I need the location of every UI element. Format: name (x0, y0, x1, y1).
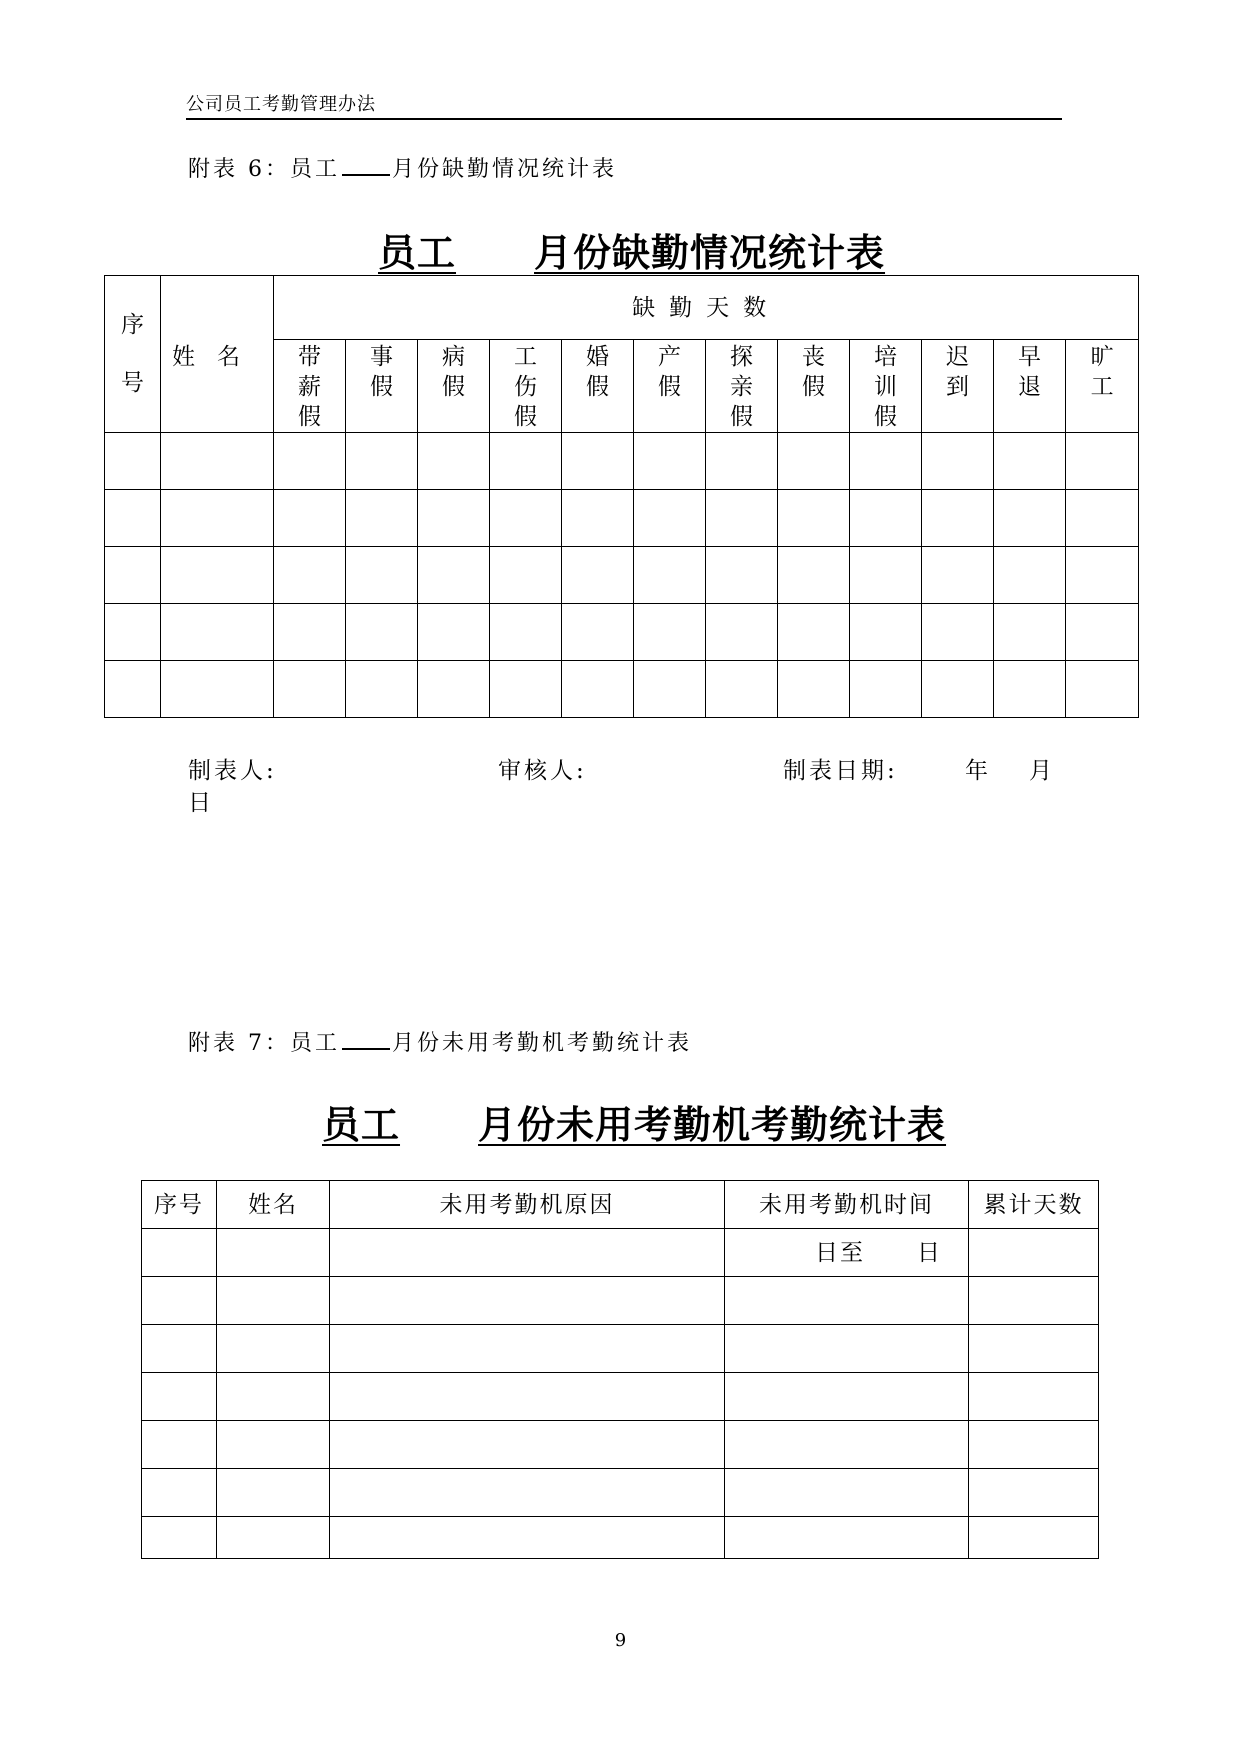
table-cell[interactable] (634, 604, 706, 661)
date-label: 制表日期: (783, 758, 898, 784)
table-cell[interactable] (142, 1469, 217, 1517)
table-cell[interactable] (346, 604, 418, 661)
reviewer-label: 审核人: (498, 758, 587, 784)
table-cell[interactable] (969, 1517, 1099, 1559)
header-char: 假 (874, 404, 897, 430)
table-row (105, 433, 1139, 490)
table-cell[interactable] (142, 1517, 217, 1559)
table-cell[interactable] (330, 1373, 725, 1421)
header-char: 工 (1090, 374, 1114, 400)
absence-type-header (994, 340, 1066, 433)
header-char: 带 (298, 344, 321, 370)
table6-caption (188, 152, 617, 183)
table-cell[interactable] (418, 604, 490, 661)
table-cell[interactable] (778, 547, 850, 604)
table-cell[interactable] (274, 490, 346, 547)
table-cell[interactable] (969, 1469, 1099, 1517)
table-cell[interactable] (922, 490, 994, 547)
table-cell[interactable] (490, 604, 562, 661)
header-time: 未用考勤机时间 (725, 1181, 969, 1229)
table6-title-part2: 月份缺勤情况统计表 (534, 230, 886, 275)
table-cell[interactable] (725, 1469, 969, 1517)
table-cell[interactable] (274, 547, 346, 604)
header-char: 产 (658, 344, 681, 370)
table-cell[interactable] (562, 547, 634, 604)
table-cell[interactable] (490, 661, 562, 718)
absence-type-header (922, 340, 994, 433)
header-char: 假 (802, 374, 825, 400)
absence-type-header (418, 340, 490, 433)
time-range-cell[interactable] (725, 1229, 969, 1277)
table-cell[interactable] (706, 547, 778, 604)
table-row (105, 547, 1139, 604)
table-cell[interactable] (706, 490, 778, 547)
table-cell[interactable] (994, 604, 1066, 661)
header-char: 病 (442, 344, 465, 370)
header-seq: 序号 (142, 1181, 217, 1229)
table-cell[interactable] (142, 1277, 217, 1325)
table-cell[interactable] (922, 433, 994, 490)
absence-type-header (274, 340, 346, 433)
table-cell[interactable] (1066, 604, 1139, 661)
table-cell[interactable] (161, 661, 274, 718)
table-cell[interactable] (922, 604, 994, 661)
table-cell[interactable] (161, 490, 274, 547)
table-cell[interactable] (105, 661, 161, 718)
table-cell[interactable] (922, 661, 994, 718)
table-cell[interactable] (346, 490, 418, 547)
table-cell[interactable] (418, 490, 490, 547)
table-cell[interactable] (850, 547, 922, 604)
non-clock-attendance-table (141, 1180, 1099, 1559)
table-cell[interactable] (969, 1277, 1099, 1325)
header-char: 旷 (1090, 344, 1114, 370)
table-cell[interactable] (418, 661, 490, 718)
header-reason: 未用考勤机原因 (330, 1181, 725, 1229)
table-cell[interactable] (217, 1517, 330, 1559)
table-cell[interactable] (634, 661, 706, 718)
table-cell[interactable] (1066, 490, 1139, 547)
header-char: 工 (514, 344, 537, 370)
table-cell[interactable] (994, 547, 1066, 604)
table-cell[interactable] (562, 433, 634, 490)
header-char: 亲 (730, 374, 753, 400)
table-cell[interactable] (778, 490, 850, 547)
table-cell[interactable] (634, 433, 706, 490)
absence-type-header (850, 340, 922, 433)
table-cell[interactable] (142, 1421, 217, 1469)
absence-type-header (562, 340, 634, 433)
header-char: 探 (730, 344, 753, 370)
table-cell[interactable] (161, 433, 274, 490)
table-cell[interactable] (850, 433, 922, 490)
table-cell[interactable] (418, 547, 490, 604)
table-cell[interactable] (217, 1325, 330, 1373)
header-char: 培 (874, 344, 897, 370)
header-char: 丧 (802, 344, 825, 370)
seq-char: 号 (121, 370, 144, 396)
table7-caption-suffix: 月份未用考勤机考勤统计表 (392, 1031, 693, 1056)
table7-title (322, 1094, 946, 1149)
table-cell[interactable] (850, 661, 922, 718)
absence-type-header (634, 340, 706, 433)
table-cell[interactable] (330, 1469, 725, 1517)
table7-caption (188, 1026, 692, 1057)
table-cell[interactable] (105, 490, 161, 547)
table-cell[interactable] (274, 604, 346, 661)
header-char: 假 (370, 374, 393, 400)
table-cell[interactable] (330, 1421, 725, 1469)
table-cell[interactable] (142, 1373, 217, 1421)
table-cell[interactable] (778, 604, 850, 661)
table-row (105, 604, 1139, 661)
year-label: 年 (965, 758, 991, 784)
month-label: 月 (1029, 758, 1055, 784)
header-char: 训 (874, 374, 897, 400)
table-cell[interactable] (142, 1325, 217, 1373)
table-cell[interactable] (562, 604, 634, 661)
table-cell[interactable] (994, 433, 1066, 490)
table-cell[interactable] (217, 1277, 330, 1325)
header-char: 早 (1018, 344, 1041, 370)
table-cell[interactable] (346, 433, 418, 490)
page-number: 9 (614, 1630, 627, 1651)
table-cell[interactable] (994, 661, 1066, 718)
header-char: 假 (442, 374, 465, 400)
absence-type-header (706, 340, 778, 433)
range-to: 日 (917, 1239, 942, 1266)
table-cell[interactable] (346, 661, 418, 718)
table-cell[interactable] (562, 661, 634, 718)
table-cell[interactable] (217, 1373, 330, 1421)
caption-blank (342, 154, 390, 176)
table-cell[interactable] (725, 1277, 969, 1325)
seq-char: 序 (121, 312, 144, 338)
table-cell[interactable] (217, 1421, 330, 1469)
absence-type-header (346, 340, 418, 433)
header-char: 退 (1018, 374, 1041, 400)
table-cell[interactable] (634, 490, 706, 547)
header-name: 姓名 (217, 1181, 330, 1229)
table-cell[interactable] (217, 1469, 330, 1517)
table-cell[interactable] (969, 1325, 1099, 1373)
table-cell[interactable] (1066, 661, 1139, 718)
table7-title-part2: 月份未用考勤机考勤统计表 (478, 1102, 947, 1147)
table-cell[interactable] (105, 433, 161, 490)
table-cell[interactable] (969, 1373, 1099, 1421)
header-char: 假 (658, 374, 681, 400)
caption-blank (342, 1028, 390, 1050)
header-char: 假 (298, 404, 321, 430)
table-row (105, 661, 1139, 718)
table-cell[interactable] (490, 433, 562, 490)
table-cell[interactable] (142, 1229, 217, 1277)
absence-type-header (778, 340, 850, 433)
table-cell[interactable] (850, 604, 922, 661)
table6-title-part1: 员工 (378, 230, 457, 275)
table-cell[interactable] (1066, 547, 1139, 604)
header-char: 假 (586, 374, 609, 400)
table-cell[interactable] (725, 1373, 969, 1421)
table7-title-part1: 员工 (322, 1102, 401, 1147)
absence-type-header (1066, 340, 1139, 433)
page-header (186, 88, 1062, 120)
table-cell[interactable] (330, 1277, 725, 1325)
absence-type-header (490, 340, 562, 433)
header-char: 到 (946, 374, 969, 400)
table-cell[interactable] (161, 604, 274, 661)
table-cell[interactable] (725, 1517, 969, 1559)
table-cell[interactable] (969, 1421, 1099, 1469)
table-cell[interactable] (922, 547, 994, 604)
table-cell[interactable] (1066, 433, 1139, 490)
table-cell[interactable] (634, 547, 706, 604)
table-cell[interactable] (330, 1229, 725, 1277)
table-cell[interactable] (778, 661, 850, 718)
table-cell[interactable] (706, 661, 778, 718)
absence-table (104, 275, 1139, 718)
name-header: 姓名 (161, 276, 274, 433)
table6-title (378, 222, 885, 277)
table-row (105, 490, 1139, 547)
absence-days-header: 缺勤天数 (274, 276, 1139, 340)
table-cell[interactable] (105, 604, 161, 661)
table-cell[interactable] (217, 1229, 330, 1277)
table-cell[interactable] (706, 433, 778, 490)
header-title: 公司员工考勤管理办法 (186, 94, 376, 115)
table-cell[interactable] (778, 433, 850, 490)
table-cell[interactable] (490, 490, 562, 547)
range-from: 日至 (815, 1239, 865, 1266)
table6-caption-prefix: 附表 6：员工 (188, 157, 340, 182)
table-cell[interactable] (706, 604, 778, 661)
table-cell[interactable] (969, 1229, 1099, 1277)
table-cell[interactable] (274, 433, 346, 490)
table7-caption-prefix: 附表 7：员工 (188, 1031, 340, 1056)
table-cell[interactable] (274, 661, 346, 718)
header-char: 婚 (586, 344, 609, 370)
table-cell[interactable] (418, 433, 490, 490)
table-cell[interactable] (105, 547, 161, 604)
day-label: 日 (188, 790, 211, 816)
table-cell[interactable] (330, 1325, 725, 1373)
table-cell[interactable] (562, 490, 634, 547)
table-cell[interactable] (725, 1325, 969, 1373)
table-cell[interactable] (994, 490, 1066, 547)
header-char: 假 (730, 404, 753, 430)
table-cell[interactable] (346, 547, 418, 604)
header-total-days: 累计天数 (969, 1181, 1099, 1229)
table-cell[interactable] (850, 490, 922, 547)
header-char: 假 (514, 404, 537, 430)
header-char: 事 (370, 344, 393, 370)
seq-header (105, 276, 161, 433)
table-cell[interactable] (330, 1517, 725, 1559)
table6-caption-suffix: 月份缺勤情况统计表 (392, 157, 618, 182)
preparer-label: 制表人: (188, 758, 277, 784)
header-char: 薪 (298, 374, 321, 400)
table-cell[interactable] (725, 1421, 969, 1469)
table-cell[interactable] (490, 547, 562, 604)
table-cell[interactable] (161, 547, 274, 604)
header-char: 伤 (514, 374, 537, 400)
header-char: 迟 (946, 344, 969, 370)
